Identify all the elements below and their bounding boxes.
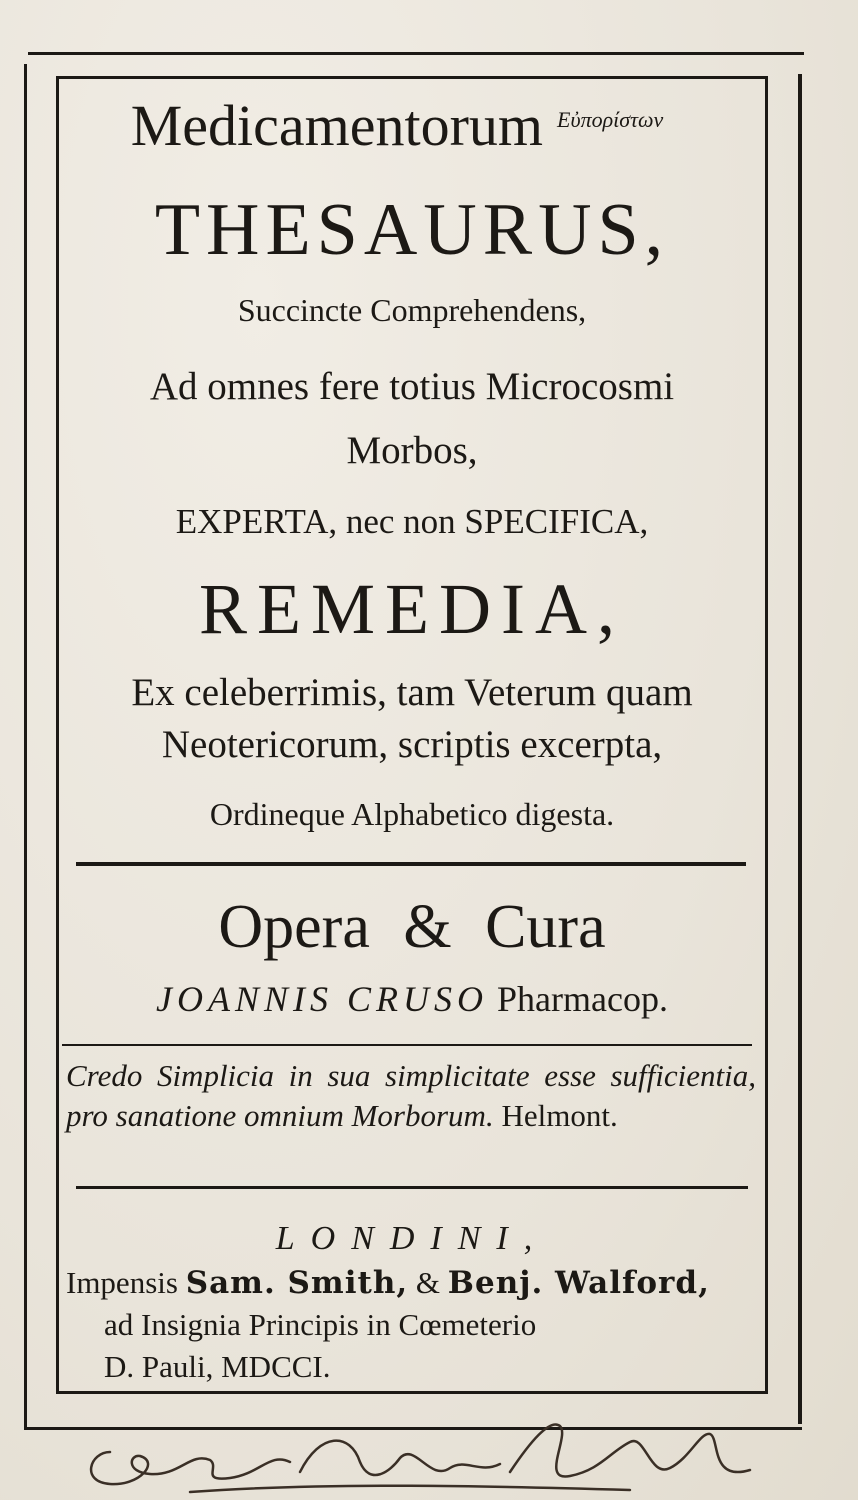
line-succincte: Succincte Comprehendens, — [237, 292, 587, 328]
imprint-line-3: D. Pauli, MDCCI. — [104, 1349, 331, 1384]
imprint-line-1 — [66, 1262, 756, 1304]
title-medicamentorum: Medicamentorum — [130, 93, 544, 158]
title-line-1 — [60, 92, 764, 159]
imprint-impensis: Impensis — [66, 1265, 178, 1300]
line-experta: EXPERTA, nec non SPECIFICA, — [175, 502, 649, 541]
line-ordineque: Ordineque Alphabetico digesta. — [209, 796, 615, 832]
imprint-place: LONDINI, — [275, 1220, 549, 1257]
publisher-1: Sam. Smith, — [185, 1265, 409, 1301]
title-remedia: REMEDIA, — [199, 569, 625, 649]
divider-rule-thin-1 — [62, 1044, 752, 1046]
handwritten-signature — [70, 1412, 790, 1500]
line-ad-omnes: Ad omnes fere totius Microcosmi — [149, 365, 675, 408]
line-morbos: Morbos, — [346, 429, 478, 472]
imprint-block — [66, 1262, 756, 1388]
motto-quote — [66, 1056, 756, 1136]
motto-author: Helmont. — [501, 1098, 618, 1133]
author-line — [60, 978, 764, 1020]
author-title: Pharmacop. — [497, 979, 668, 1019]
line-neotericorum: Neotericorum, scriptis excerpta, — [161, 723, 663, 766]
line-opera-cura: Opera & Cura — [218, 893, 606, 961]
publisher-2: Benj. Walford, — [447, 1265, 710, 1301]
imprint-line-2: ad Insignia Principis in Cœmeterio — [104, 1307, 537, 1342]
outer-frame-left-rule — [24, 64, 27, 1430]
greek-word: Εὐπορίστων — [557, 107, 664, 132]
divider-rule-thick — [76, 862, 746, 866]
title-thesaurus: THESAURUS, — [154, 189, 670, 271]
motto-text: Credo Simplicia in sua simplicitate esse sufficientia, pro sanatione omnium Morborum. — [66, 1058, 756, 1133]
outer-frame-right-rule — [798, 74, 802, 1424]
outer-frame-top-rule — [28, 52, 804, 55]
line-ex-celeberrimis: Ex celeberrimis, tam Veterum quam — [131, 671, 693, 714]
imprint-ampersand: & — [415, 1265, 441, 1300]
author-name: JOANNIS CRUSO — [156, 979, 489, 1019]
divider-rule-thin-2 — [76, 1186, 748, 1189]
